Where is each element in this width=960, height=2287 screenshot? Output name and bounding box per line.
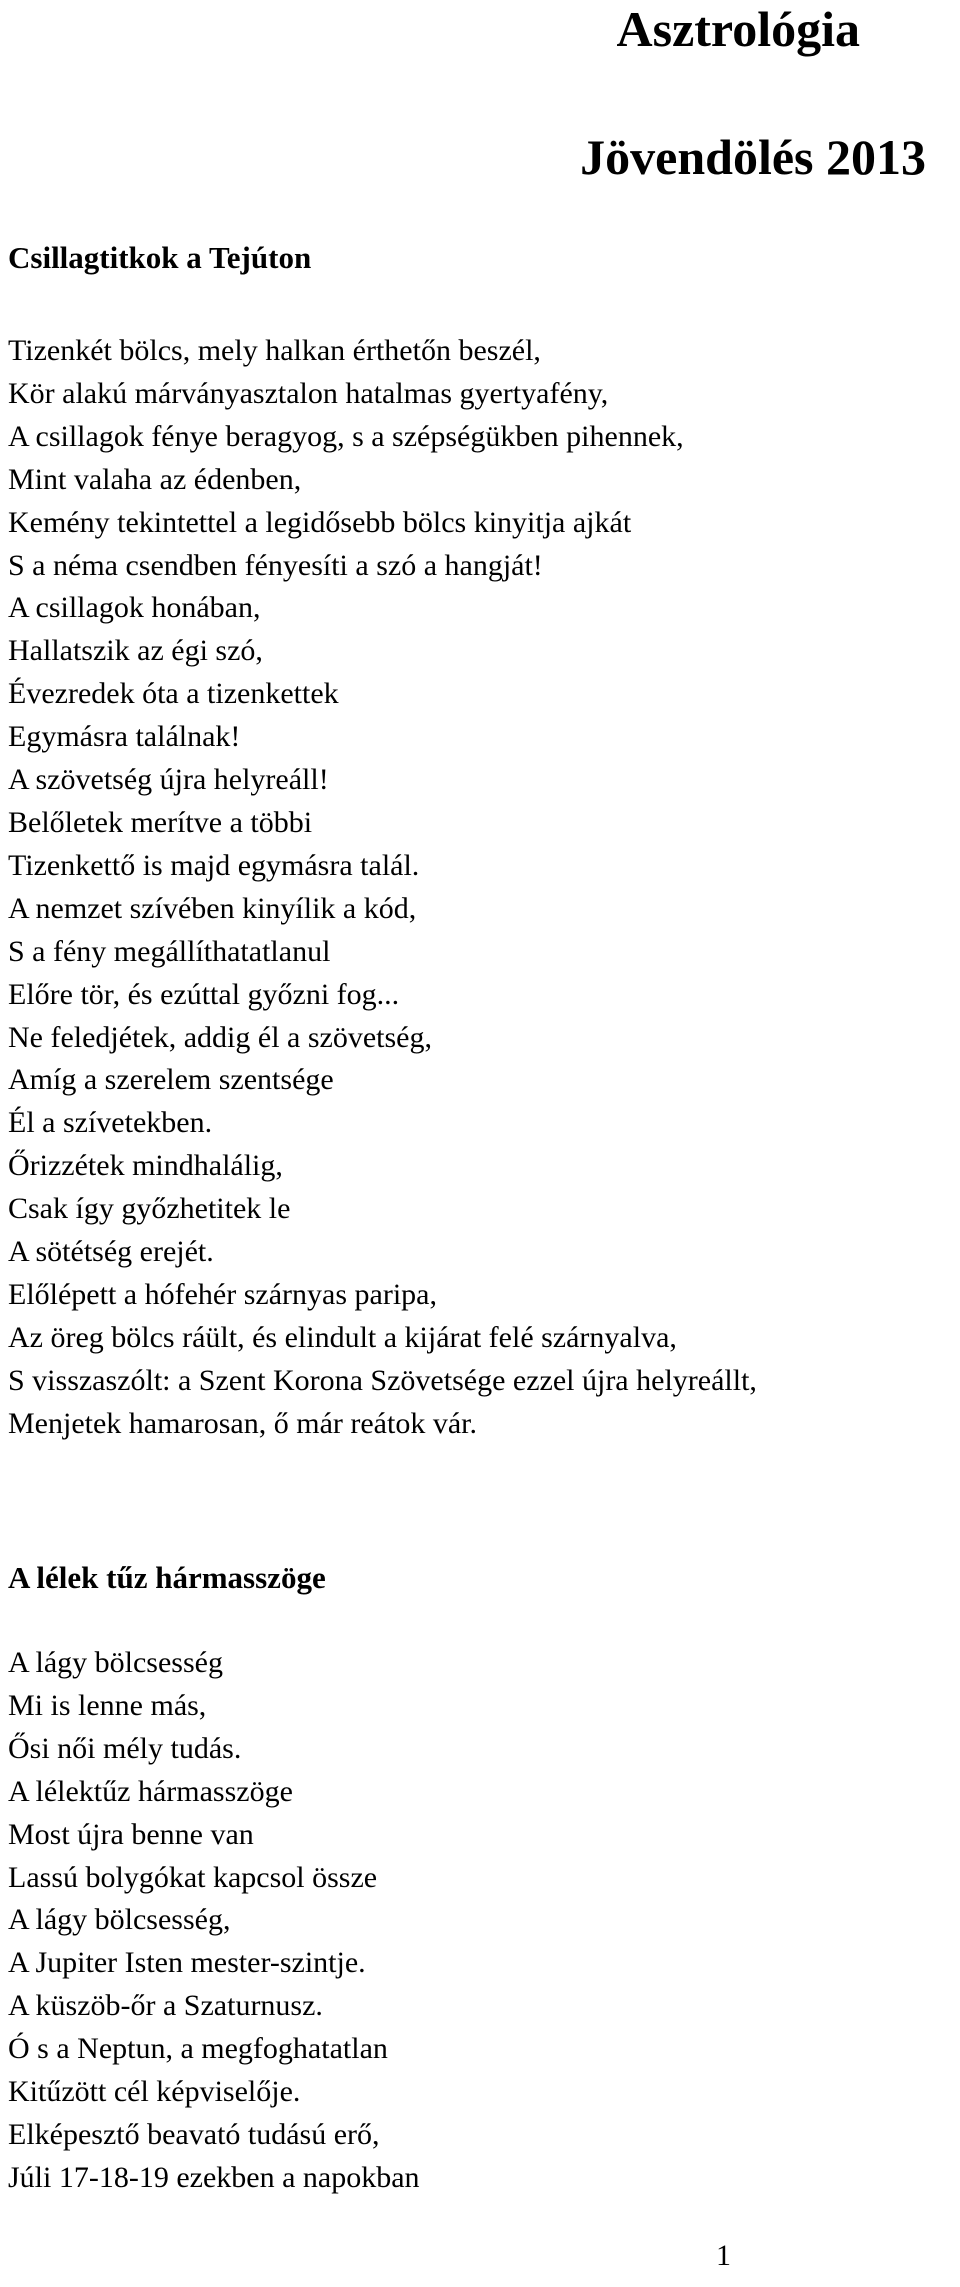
- poem-line: Belőletek merítve a többi: [8, 805, 313, 839]
- page-number: 1: [716, 2239, 731, 2272]
- poem-line: Amíg a szerelem szentsége: [8, 1063, 334, 1097]
- poem-line: A lágy bölcsesség,: [8, 1903, 231, 1937]
- poem-line: Menjetek hamarosan, ő már reátok vár.: [8, 1406, 477, 1440]
- poem-line: Él a szívetekben.: [8, 1106, 213, 1140]
- poem-line: Évezredek óta a tizenkettek: [8, 677, 339, 711]
- poem-line: A lágy bölcsesség: [8, 1646, 223, 1679]
- poem-line: Tizenkettő is majd egymásra talál.: [8, 848, 420, 882]
- poem-line: Mint valaha az édenben,: [8, 462, 302, 496]
- poem-line: Az öreg bölcs ráült, és elindult a kijárat felé szárnyalva,: [8, 1320, 677, 1354]
- poem-line: S a néma csendben fényesíti a szó a hangját!: [8, 548, 543, 582]
- poem-line: Előlépett a hófehér szárnyas paripa,: [8, 1277, 437, 1311]
- poem-line: Kitűzött cél képviselője.: [8, 2075, 301, 2109]
- poem-line: Ó s a Neptun, a megfoghatatlan: [8, 2032, 388, 2066]
- poem-body-2: [8, 1642, 420, 2200]
- poem-line: A nemzet szívében kinyílik a kód,: [8, 891, 417, 925]
- poem-line: S visszaszólt: a Szent Korona Szövetsége ezzel újra helyreállt,: [8, 1363, 757, 1397]
- poem-line: Csak így győzhetitek le: [8, 1192, 291, 1226]
- poem-line: A küszöb-őr a Szaturnusz.: [8, 1989, 323, 2023]
- section-heading-1: Csillagtitkok a Tejúton: [8, 240, 312, 275]
- poem-line: Őrizzétek mindhalálig,: [8, 1149, 283, 1183]
- poem-line: Tizenkét bölcs, mely halkan érthetőn beszél,: [8, 334, 541, 367]
- poem-line: A csillagok honában,: [8, 591, 261, 625]
- poem-line: Kemény tekintettel a legidősebb bölcs kinyitja ajkát: [8, 505, 632, 539]
- poem-line: A csillagok fénye beragyog, s a szépségükben pihennek,: [8, 419, 684, 453]
- poem-line: Elképesztő beavató tudású erő,: [8, 2117, 380, 2151]
- document-subtitle: Jövendölés 2013: [580, 129, 926, 185]
- poem-line: A Jupiter Isten mester-szintje.: [8, 1946, 366, 1980]
- poem-line: Előre tör, és ezúttal győzni fog...: [8, 977, 400, 1011]
- poem-line: Ne feledjétek, addig él a szövetség,: [8, 1020, 432, 1054]
- poem-line: A szövetség újra helyreáll!: [8, 763, 329, 797]
- document-title: Asztrológia: [616, 1, 860, 57]
- poem-line: A lélektűz hármasszöge: [8, 1774, 293, 1808]
- poem-line: Mi is lenne más,: [8, 1688, 207, 1722]
- poem-line: Júli 17-18-19 ezekben a napokban: [8, 2160, 420, 2194]
- section-heading-2: A lélek tűz hármasszöge: [8, 1560, 326, 1595]
- poem-line: S a fény megállíthatatlanul: [8, 934, 331, 968]
- poem-line: Lassú bolygókat kapcsol össze: [8, 1860, 378, 1894]
- poem-line: Hallatszik az égi szó,: [8, 634, 263, 668]
- poem-line: Kör alakú márványasztalon hatalmas gyertyafény,: [8, 376, 609, 410]
- poem-line: A sötétség erejét.: [8, 1235, 214, 1269]
- poem-body-1: [8, 330, 757, 1446]
- poem-line: Most újra benne van: [8, 1817, 254, 1851]
- poem-line: Egymásra találnak!: [8, 720, 241, 754]
- poem-line: Ősi női mély tudás.: [8, 1731, 242, 1765]
